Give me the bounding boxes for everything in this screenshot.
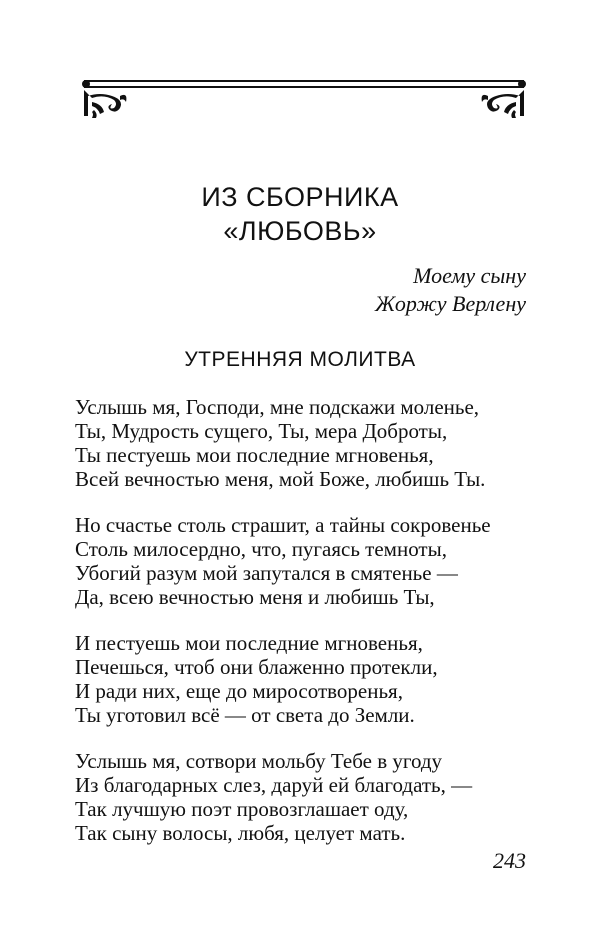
stanza <box>75 513 545 609</box>
ornament-rule-icon <box>80 76 528 120</box>
poem-line: Убогий разум мой запутался в смятенье — <box>75 561 458 585</box>
poem-title: УТРЕННЯЯ МОЛИТВА <box>184 348 416 371</box>
poem-line: Но счастье столь страшит, а тайны сокровенье <box>75 513 491 537</box>
section-title <box>0 180 600 248</box>
poem-line: Из благодарных слез, даруй ей благодать, — <box>75 773 473 797</box>
poem-line: И пестуешь мои последние мгновенья, <box>75 631 423 655</box>
section-title-line: «ЛЮБОВЬ» <box>223 216 377 246</box>
poem-line: Так сыну волосы, любя, целует мать. <box>75 821 406 845</box>
dedication-line: Моему сыну <box>413 263 526 288</box>
stanza <box>75 631 545 727</box>
poem-line: Ты уготовил всё — от света до Земли. <box>75 703 415 727</box>
poem-line: Услышь мя, Господи, мне подскажи моленье, <box>75 395 480 419</box>
page-number: 243 <box>493 848 526 873</box>
dedication <box>375 262 526 318</box>
poem-line: Так лучшую поэт провозглашает оду, <box>75 797 409 821</box>
stanza <box>75 749 545 845</box>
poem-line: Услышь мя, сотвори мольбу Тебе в угоду <box>75 749 443 773</box>
stanza <box>75 395 545 491</box>
poem-line: Ты пестуешь мои последние мгновенья, <box>75 443 434 467</box>
poem-line: Ты, Мудрость сущего, Ты, мера Доброты, <box>75 419 448 443</box>
dedication-line: Жоржу Верлену <box>375 291 526 316</box>
poem-line: И ради них, еще до миросотворенья, <box>75 679 403 703</box>
poem-body <box>75 395 545 867</box>
poem-line: Печешься, чтоб они блаженно протекли, <box>75 655 438 679</box>
poem-line: Всей вечностью меня, мой Боже, любишь Ты. <box>75 467 486 491</box>
poem-line: Да, всею вечностью меня и любишь Ты, <box>75 585 435 609</box>
poem-line: Столь милосердно, что, пугаясь темноты, <box>75 537 447 561</box>
section-title-line: ИЗ СБОРНИКА <box>201 182 399 212</box>
